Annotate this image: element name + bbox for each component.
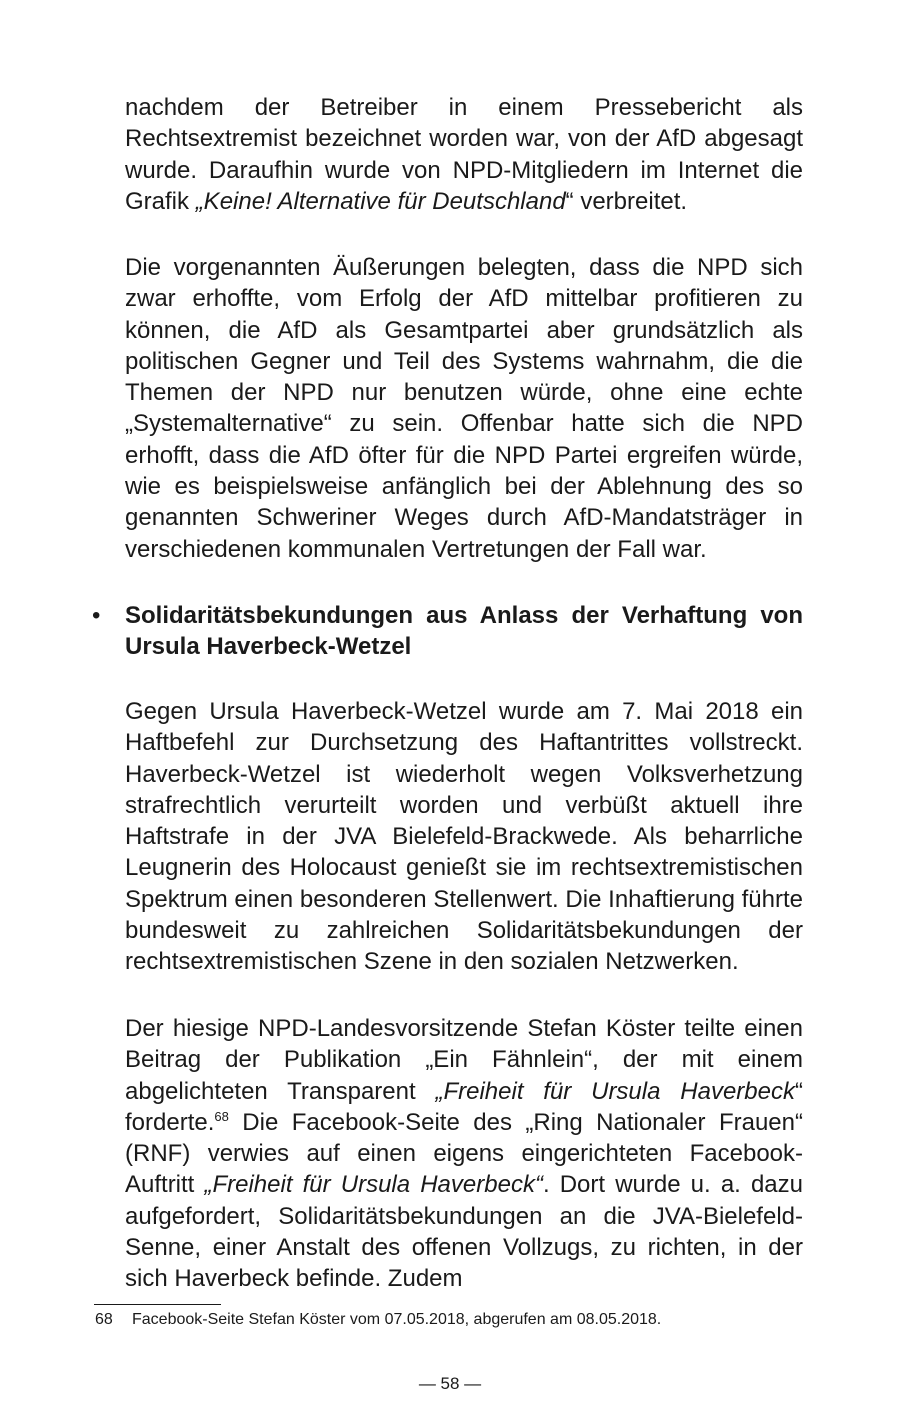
paragraph-koester-facebook <box>125 1013 803 1295</box>
paragraph-text <box>125 92 803 217</box>
paragraph-text: Die vorgenannten Äußerungen belegten, dass die NPD sich zwar erhoffte, vom Erfolg der AfD mittelbar profitieren zu können, die AfD als Gesamtpartei aber grundsätzlich als politischen Gegner und Teil des Systems wahrnahm, die die Themen der NPD nur benutzen würde, ohne eine echte „Systemalternative“ zu sein. Offenbar hatte sich die NPD erhofft, dass die AfD öfter für die NPD Partei ergreifen würde, wie es beispielsweise anfänglich bei der Ablehnung des so genannten Schweriner Weges durch AfD-Mandatsträger in verschiedenen kommunalen Vertretungen der Fall war. <box>125 254 803 563</box>
footnote-reference[interactable]: 68 <box>214 1108 229 1124</box>
text-run: Die Facebook-Seite des „Ring Nationaler Frauen“ (RNF) verwies auf einen eigens eingerichteten Facebook-Auftritt <box>125 1108 803 1199</box>
italic-quote: „Keine! Alternative für Deutschland <box>195 187 566 215</box>
paragraph-text <box>125 1013 803 1295</box>
bullet-marker: • <box>92 602 101 629</box>
italic-quote: „Freiheit für Ursula Haverbeck“ <box>204 1171 543 1199</box>
text-run: “ verbreitet. <box>565 187 688 215</box>
text-run: nachdem der Betreiber in einem Pressebericht als Rechtsextremist bezeichnet worden war, von der AfD abgesagt wurde. Daraufhin wurde von NPD-Mitgliedern im Internet die Grafik <box>125 94 803 215</box>
italic-quote: „Freiheit für Ursula Haverbeck <box>435 1077 795 1105</box>
paragraph-text: Gegen Ursula Haverbeck-Wetzel wurde am 7. Mai 2018 ein Haftbefehl zur Durchsetzung des Haftantrittes vollstreckt. Haverbeck-Wetzel ist wiederholt wegen Volksverhetzung strafrechtlich verurteilt worden und verbüßt aktuell ihre Haftstrafe in der JVA Bielefeld-Brackwede. Als beharrliche Leugnerin des Holocaust genießt sie im rechtsextremistischen Spektrum einen besonderen Stellenwert. Die Inhaftierung führte bundesweit zu zahlreichen Solidaritätsbekundungen der rechtsextremistischen Szene in den sozialen Netzwerken. <box>125 698 803 976</box>
footnote <box>95 1309 661 1331</box>
paragraph-npd-systemalternative <box>125 252 803 565</box>
text-run: Der hiesige NPD-Landesvorsitzende Stefan Köster teilte einen Beitrag der Publikation „Ein Fähnlein“, der mit einem abgelichteten Transparent <box>125 1015 803 1105</box>
page-number: — 58 — <box>418 1374 482 1393</box>
footnote-number: 68 <box>95 1311 113 1328</box>
footnote-divider <box>94 1304 221 1305</box>
footnote-text: Facebook-Seite Stefan Köster vom 07.05.2018, abgerufen am 08.05.2018. <box>132 1311 662 1328</box>
paragraph-npd-afd-grafik <box>125 92 803 217</box>
paragraph-haverbeck-haftbefehl <box>125 696 803 978</box>
text-run: “ forderte. <box>125 1077 803 1136</box>
text-run: . Dort wurde u. a. dazu aufgefordert, Solidaritätsbekundungen an die JVA-Bielefeld-Senne, einer Anstalt des offenen Vollzugs, zu richten, in der sich Haverbeck befinde. Zudem <box>125 1171 803 1293</box>
section-heading: Solidaritätsbekundungen aus Anlass der Verhaftung von Ursula Haverbeck-Wetzel <box>125 602 803 661</box>
